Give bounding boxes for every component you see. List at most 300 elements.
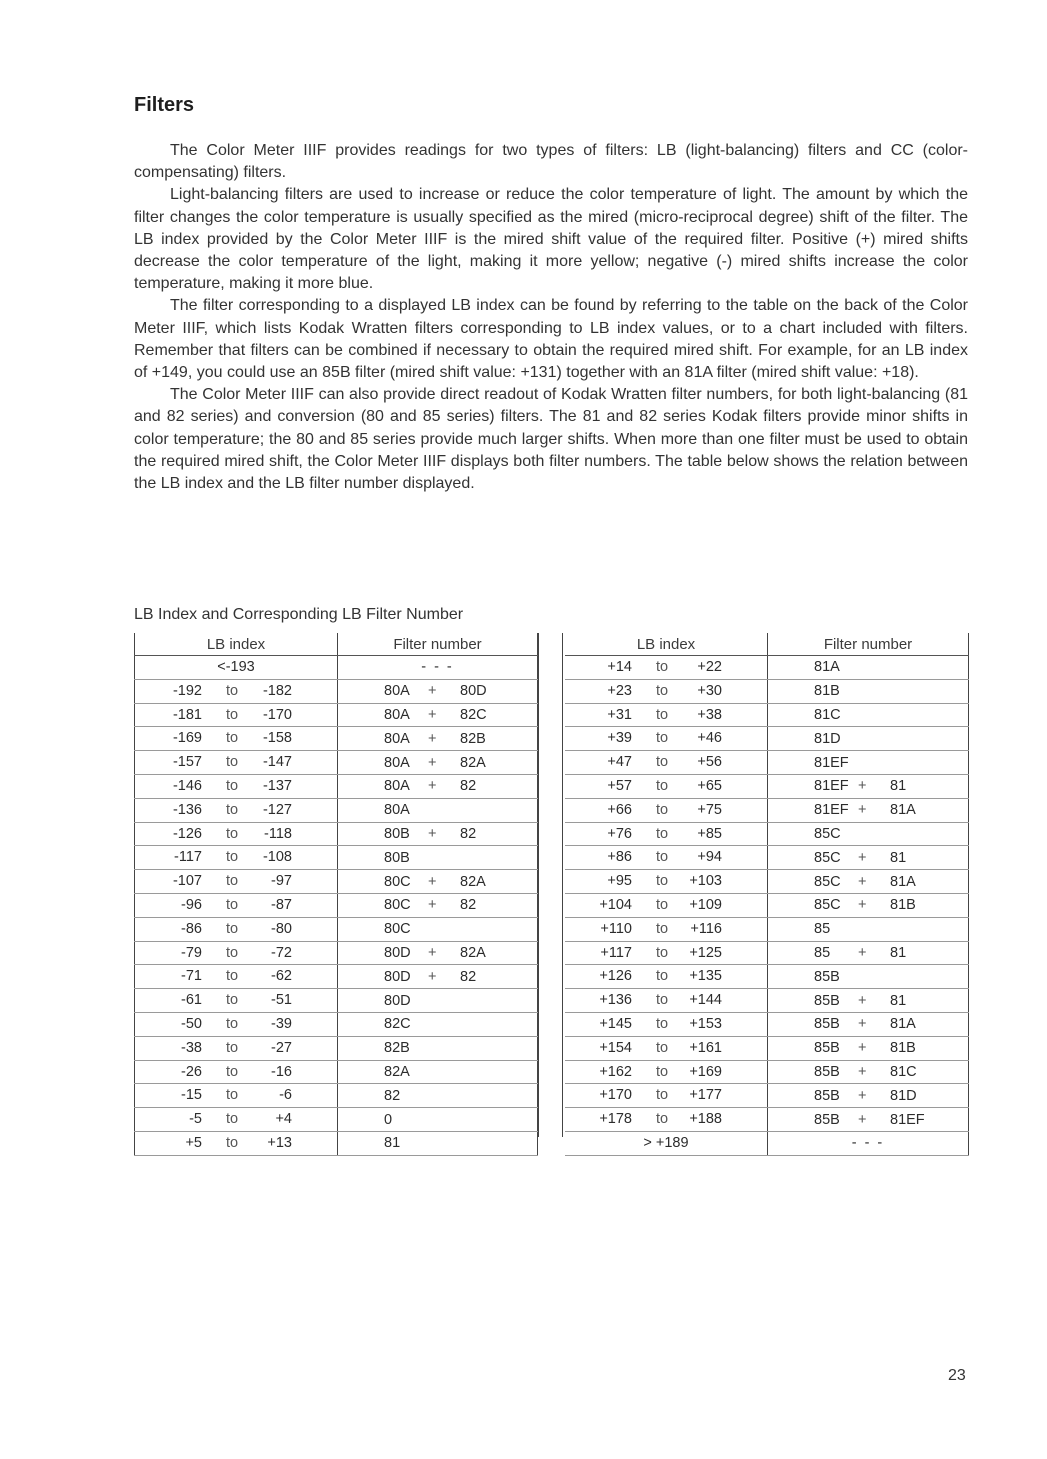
filter-primary: 85B [814, 992, 840, 1009]
lb-index-from: +145 [599, 1015, 632, 1032]
lb-index-upto: -16 [271, 1063, 292, 1080]
lb-index-from: -192 [172, 682, 202, 699]
lb-index-cell [565, 656, 768, 680]
lb-index-from: +110 [600, 920, 632, 937]
table-header-row [135, 633, 538, 656]
lb-index-cell [565, 941, 768, 965]
filter-primary: 85B [814, 1063, 840, 1080]
lb-index-to-word: to [226, 1111, 239, 1128]
lb-index-to-word: to [656, 659, 669, 675]
lb-index-to-word: to [656, 920, 669, 937]
plus-sign: + [858, 1040, 867, 1057]
filter-primary: 81 [384, 1135, 401, 1152]
lb-index-to-word: to [656, 1111, 669, 1128]
lb-index-from: -38 [181, 1039, 202, 1056]
filter-primary: 80C [384, 921, 411, 938]
lb-index-from: +47 [607, 754, 632, 771]
filter-number-cell [338, 679, 538, 703]
filter-number-cell [768, 751, 969, 775]
lb-index-from: -96 [181, 896, 202, 913]
filter-primary: 82C [384, 1016, 411, 1033]
lb-index-to-word: to [656, 896, 669, 913]
filter-number-cell [768, 965, 969, 989]
lb-index-to-word: to [656, 968, 669, 985]
lb-index-upto: +13 [267, 1134, 292, 1151]
lb-index-from: -169 [172, 730, 202, 747]
table-row [565, 1108, 969, 1132]
lb-index-from: -50 [181, 1015, 202, 1032]
filter-number-cell [768, 941, 969, 965]
lb-index-upto: -51 [271, 992, 292, 1009]
lb-index-to-word: to [656, 754, 669, 771]
lb-index-upto: -108 [262, 849, 292, 866]
filter-secondary: 81A [890, 802, 916, 819]
lb-index-upto: -158 [262, 730, 292, 747]
filter-number-cell [338, 917, 538, 941]
lb-index-upto: +116 [690, 920, 722, 937]
lb-index-to-word: to [656, 1015, 669, 1032]
lb-index-from: -181 [172, 706, 202, 723]
lb-index-from: +95 [607, 873, 632, 890]
filter-number-cell [768, 679, 969, 703]
filter-number-cell [768, 846, 969, 870]
lb-index-cell [135, 1012, 338, 1036]
lb-index-upto: -97 [271, 873, 292, 890]
filter-number-cell [338, 1108, 538, 1132]
filter-primary: 81EF [814, 778, 849, 795]
filter-primary: 81B [814, 683, 840, 700]
lb-index-upto: +125 [689, 944, 722, 961]
filter-secondary: 82 [460, 968, 477, 985]
lb-index-to-word: to [656, 873, 669, 890]
lb-index-cell [135, 679, 338, 703]
lb-index-from: +76 [607, 825, 632, 842]
lb-index-to-word: to [226, 992, 239, 1009]
filter-primary: 85B [814, 968, 840, 985]
table-row [135, 1084, 538, 1108]
lb-index-from: +136 [599, 992, 632, 1009]
lb-index-to-word: to [226, 801, 239, 818]
table-divider [538, 633, 563, 1137]
filter-secondary: 81A [890, 873, 916, 890]
filter-number-cell [338, 1060, 538, 1084]
lb-index-from: -15 [181, 1087, 202, 1104]
table-row [135, 893, 538, 917]
lb-index-from: +162 [599, 1063, 632, 1080]
lb-index-from: +154 [599, 1039, 632, 1056]
filter-primary: 80B [384, 849, 410, 866]
filter-primary: 80A [384, 706, 410, 723]
lb-index-from: +117 [600, 944, 632, 961]
lb-index-upto: +177 [689, 1087, 722, 1104]
filter-number-cell [338, 798, 538, 822]
table-row [565, 989, 969, 1013]
filter-number-cell [338, 965, 538, 989]
lb-index-upto: -118 [264, 825, 292, 842]
filter-number-cell [768, 703, 969, 727]
filter-number-cell [768, 1036, 969, 1060]
table-row [135, 703, 538, 727]
filter-primary: 80A [384, 683, 410, 700]
lb-index-cell [565, 727, 768, 751]
plus-sign: + [428, 730, 437, 747]
lb-index-from: +170 [599, 1087, 632, 1104]
table-row [135, 989, 538, 1013]
lb-index-cell [565, 846, 768, 870]
lb-index-to-word: to [226, 1087, 239, 1104]
lb-index-cell [135, 846, 338, 870]
filter-primary: 85B [814, 1016, 840, 1033]
lb-index-to-word: to [226, 968, 239, 985]
lb-index-cell: <-193 [135, 656, 338, 680]
table-row [135, 1131, 538, 1155]
filter-number-cell [768, 1060, 969, 1084]
lb-index-to-word: to [226, 1039, 239, 1056]
filter-secondary: 82C [460, 706, 487, 723]
table-right [565, 633, 969, 1156]
plus-sign: + [858, 778, 867, 795]
lb-index-from: +31 [607, 706, 632, 723]
lb-index-to-word: to [226, 849, 239, 866]
lb-index-to-word: to [656, 777, 669, 794]
table-row [135, 656, 538, 680]
filter-number-cell [338, 727, 538, 751]
lb-index-to-word: to [656, 825, 669, 842]
table-right-half [565, 633, 969, 1156]
table-row [565, 1036, 969, 1060]
plus-sign: + [858, 897, 867, 914]
table-row [135, 917, 538, 941]
lb-index-upto: +75 [697, 801, 722, 818]
lb-index-from: -157 [172, 754, 202, 771]
lb-index-from: -61 [181, 992, 202, 1009]
filter-primary: 81A [814, 659, 840, 676]
table-row [135, 1012, 538, 1036]
lb-index-from: +104 [599, 896, 632, 913]
filter-number-cell [768, 798, 969, 822]
lb-index-to-word: to [226, 1063, 239, 1080]
filter-number-cell [768, 1084, 969, 1108]
lb-index-from: -136 [172, 801, 202, 818]
lb-index-to-word: to [226, 873, 239, 890]
filter-number-cell: - - - [768, 1131, 969, 1155]
lb-index-cell [135, 774, 338, 798]
table-row [565, 941, 969, 965]
lb-index-to-word: to [656, 1087, 669, 1104]
table-row [565, 1012, 969, 1036]
lb-index-from: -126 [172, 825, 202, 842]
plus-sign: + [428, 778, 437, 795]
table-row [135, 846, 538, 870]
table-row [565, 798, 969, 822]
lb-index-to-word: to [226, 754, 239, 771]
table-row [565, 822, 969, 846]
filter-primary: 80C [384, 873, 411, 890]
table-row [565, 1084, 969, 1108]
table-row [565, 751, 969, 775]
filter-primary: 85 [814, 944, 831, 961]
plus-sign: + [428, 706, 437, 723]
plus-sign: + [428, 897, 437, 914]
plus-sign: + [858, 1111, 867, 1128]
filter-primary: 82B [384, 1040, 410, 1057]
lb-index-cell [135, 941, 338, 965]
lb-index-upto: -6 [279, 1087, 292, 1104]
filter-number-cell [338, 1084, 538, 1108]
lb-index-to-word: to [226, 777, 239, 794]
lb-index-upto: -170 [262, 706, 292, 723]
lb-index-from: +66 [607, 801, 632, 818]
filter-number-cell [768, 727, 969, 751]
filter-secondary: 81D [890, 1087, 917, 1104]
lb-index-upto: -62 [271, 968, 292, 985]
table-row [565, 703, 969, 727]
lb-index-to-word: to [656, 1039, 669, 1056]
filter-secondary: 82A [460, 754, 486, 771]
plus-sign: + [858, 873, 867, 890]
table-row [565, 917, 969, 941]
lb-index-cell [135, 751, 338, 775]
lb-index-to-word: to [656, 849, 669, 866]
lb-index-from: -146 [172, 777, 202, 794]
lb-index-upto: -147 [262, 754, 292, 771]
table-row [565, 965, 969, 989]
table-row [135, 822, 538, 846]
filter-number-cell [768, 989, 969, 1013]
lb-index-from: +126 [599, 968, 632, 985]
filter-secondary: 82 [460, 825, 477, 842]
lb-index-upto: +103 [689, 873, 722, 890]
table-row [135, 870, 538, 894]
lb-index-to-word: to [226, 730, 239, 747]
lb-index-to-word: to [226, 944, 239, 961]
lb-index-cell [565, 1060, 768, 1084]
plus-sign: + [858, 1063, 867, 1080]
filter-primary: 81C [814, 706, 841, 723]
filter-secondary: 82B [460, 730, 486, 747]
table-header-row [565, 633, 969, 656]
table-row [135, 774, 538, 798]
filter-primary: 81EF [814, 802, 849, 819]
table-row [135, 727, 538, 751]
lb-index-cell [565, 917, 768, 941]
table-row [135, 679, 538, 703]
lb-index-cell [135, 703, 338, 727]
lb-index-cell [565, 798, 768, 822]
plus-sign: + [858, 1016, 867, 1033]
lb-index-cell [565, 893, 768, 917]
filter-primary: 85C [814, 849, 841, 866]
lb-index-cell [565, 774, 768, 798]
lb-index-to-word: to [226, 920, 239, 937]
lb-index-cell [565, 751, 768, 775]
filter-primary: 82 [384, 1087, 401, 1104]
lb-index-to-word: to [226, 682, 239, 699]
filter-secondary: 81 [890, 992, 907, 1009]
table-row [565, 679, 969, 703]
filter-number-cell [768, 1012, 969, 1036]
table-row [565, 727, 969, 751]
plus-sign: + [428, 754, 437, 771]
lb-index-cell [135, 798, 338, 822]
page-heading: Filters [134, 94, 195, 116]
filter-secondary: 81EF [890, 1111, 925, 1128]
lb-index-to-word: to [656, 801, 669, 818]
table-row [565, 1131, 969, 1155]
filter-primary: 80A [384, 802, 410, 819]
filter-number-cell [338, 870, 538, 894]
filter-primary: 85 [814, 921, 831, 938]
table-row [565, 1060, 969, 1084]
filter-primary: 0 [384, 1111, 393, 1128]
filter-number-cell [768, 870, 969, 894]
filter-primary: 85B [814, 1040, 840, 1057]
filter-number-cell [768, 656, 969, 680]
lb-index-upto: +30 [697, 682, 722, 699]
filter-primary: 85C [814, 897, 841, 914]
lb-index-upto: +144 [689, 992, 722, 1009]
lb-index-cell [135, 870, 338, 894]
table-row [135, 798, 538, 822]
table-row [135, 751, 538, 775]
lb-index-upto: +4 [275, 1111, 292, 1128]
plus-sign: + [428, 944, 437, 961]
table-row [565, 870, 969, 894]
filter-primary: 80B [384, 825, 410, 842]
filter-number-cell [338, 893, 538, 917]
filter-number-cell: - - - [338, 656, 538, 680]
lb-index-cell [135, 989, 338, 1013]
lb-index-cell [135, 1060, 338, 1084]
lb-index-cell [135, 1084, 338, 1108]
page-number: 23 [948, 1367, 966, 1384]
lb-index-upto: +153 [689, 1015, 722, 1032]
filter-secondary: 81 [890, 778, 907, 795]
lb-index-cell [565, 870, 768, 894]
filter-secondary: 80D [460, 683, 487, 700]
lb-index-from: -107 [172, 873, 202, 890]
lb-index-from: -5 [189, 1111, 202, 1128]
lb-index-to-word: to [656, 730, 669, 747]
lb-index-from: +86 [607, 849, 632, 866]
lb-index-upto: +56 [697, 754, 722, 771]
lb-index-upto: +161 [689, 1039, 722, 1056]
lb-index-to-word: to [226, 896, 239, 913]
plus-sign: + [858, 992, 867, 1009]
lb-index-from: +178 [599, 1111, 632, 1128]
filter-number-cell [338, 846, 538, 870]
lb-index-cell [565, 989, 768, 1013]
filter-number-cell [338, 1036, 538, 1060]
lb-index-header: LB index [565, 633, 768, 656]
table-left-body [135, 656, 538, 1156]
lb-index-upto: +22 [697, 659, 722, 675]
lb-index-from: +39 [607, 730, 632, 747]
lb-index-from: -86 [181, 920, 202, 937]
filter-primary: 80A [384, 730, 410, 747]
paragraph: The filter corresponding to a displayed LB index can be found by referring to the table on the back of the Color Meter IIIF, which lists Kodak Wratten filters corresponding to LB index values, or to a chart included with filters. Remember that filters can be combined if necessary to obtain the required mired shift. For example, for an LB index of +149, you could use an 85B filter (mired shift value: +131) together with an 81A filter (mired shift value: +18). [134, 297, 968, 382]
body-text [134, 140, 968, 495]
lb-index-to-word: to [656, 944, 669, 961]
table-row [565, 846, 969, 870]
filter-secondary: 82 [460, 778, 477, 795]
lb-index-cell [135, 917, 338, 941]
lb-index-upto: +188 [689, 1111, 722, 1128]
plus-sign: + [858, 944, 867, 961]
filter-primary: 82A [384, 1063, 410, 1080]
filter-primary: 85C [814, 825, 841, 842]
filter-primary: 85C [814, 873, 841, 890]
lb-index-header: LB index [135, 633, 338, 656]
lb-index-upto: +46 [697, 730, 722, 747]
filter-number-cell [338, 989, 538, 1013]
lb-index-to-word: to [226, 1015, 239, 1032]
filter-number-cell [338, 822, 538, 846]
filter-secondary: 81C [890, 1063, 917, 1080]
lb-index-from: -117 [174, 849, 202, 866]
lb-index-upto: +65 [697, 777, 722, 794]
filter-primary: 80A [384, 754, 410, 771]
lb-index-to-word: to [656, 992, 669, 1009]
lb-index-to-word: to [226, 825, 239, 842]
filter-number-cell [338, 1012, 538, 1036]
table-title: LB Index and Corresponding LB Filter Number [134, 606, 464, 623]
lb-index-cell [565, 679, 768, 703]
plus-sign: + [858, 802, 867, 819]
lb-index-upto: -127 [262, 801, 292, 818]
lb-index-from: -26 [181, 1063, 202, 1080]
lb-index-upto: -80 [271, 920, 292, 937]
lb-index-upto: -72 [271, 944, 292, 961]
lb-index-cell: > +189 [565, 1131, 768, 1155]
filter-primary: 81EF [814, 754, 849, 771]
lb-index-upto: -39 [271, 1015, 292, 1032]
lb-index-to-word: to [656, 682, 669, 699]
filter-secondary: 82 [460, 897, 477, 914]
filter-number-cell [338, 703, 538, 727]
filter-secondary: 82A [460, 944, 486, 961]
table-row [135, 1060, 538, 1084]
table-right-body [565, 656, 969, 1156]
filter-secondary: 81 [890, 849, 907, 866]
lb-index-cell [565, 1108, 768, 1132]
table-row [565, 656, 969, 680]
plus-sign: + [858, 849, 867, 866]
lb-index-from: -79 [181, 944, 202, 961]
filter-primary: 85B [814, 1111, 840, 1128]
table-left [134, 633, 538, 1156]
lb-index-upto: -182 [262, 682, 292, 699]
table-left-half [134, 633, 538, 1156]
lb-index-upto: +94 [697, 849, 722, 866]
lb-index-to-word: to [226, 706, 239, 723]
lb-index-cell [135, 822, 338, 846]
filter-number-cell [338, 941, 538, 965]
filter-primary: 80C [384, 897, 411, 914]
plus-sign: + [428, 873, 437, 890]
lb-index-cell [135, 1036, 338, 1060]
lb-index-cell [565, 822, 768, 846]
plus-sign: + [858, 1087, 867, 1104]
lb-index-to-word: to [226, 1134, 239, 1151]
filter-primary: 80D [384, 992, 411, 1009]
paragraph: The Color Meter IIIF can also provide direct readout of Kodak Wratten filter numbers, for both light-balancing (81 and 82 series) and conversion (80 and 85 series) filters. The 81 and 82 series Kodak filters provide minor shifts in color temperature; the 80 and 85 series provide much larger shifts. When more than one filter must be used to obtain the required mired shift, the Color Meter IIIF displays both filter numbers. The table below shows the relation between the LB index and the LB filter number displayed. [134, 386, 968, 493]
lb-index-cell [565, 1084, 768, 1108]
table-row [135, 1108, 538, 1132]
filter-number-cell [768, 917, 969, 941]
filter-secondary: 82A [460, 873, 486, 890]
lb-index-from: +14 [607, 659, 632, 675]
